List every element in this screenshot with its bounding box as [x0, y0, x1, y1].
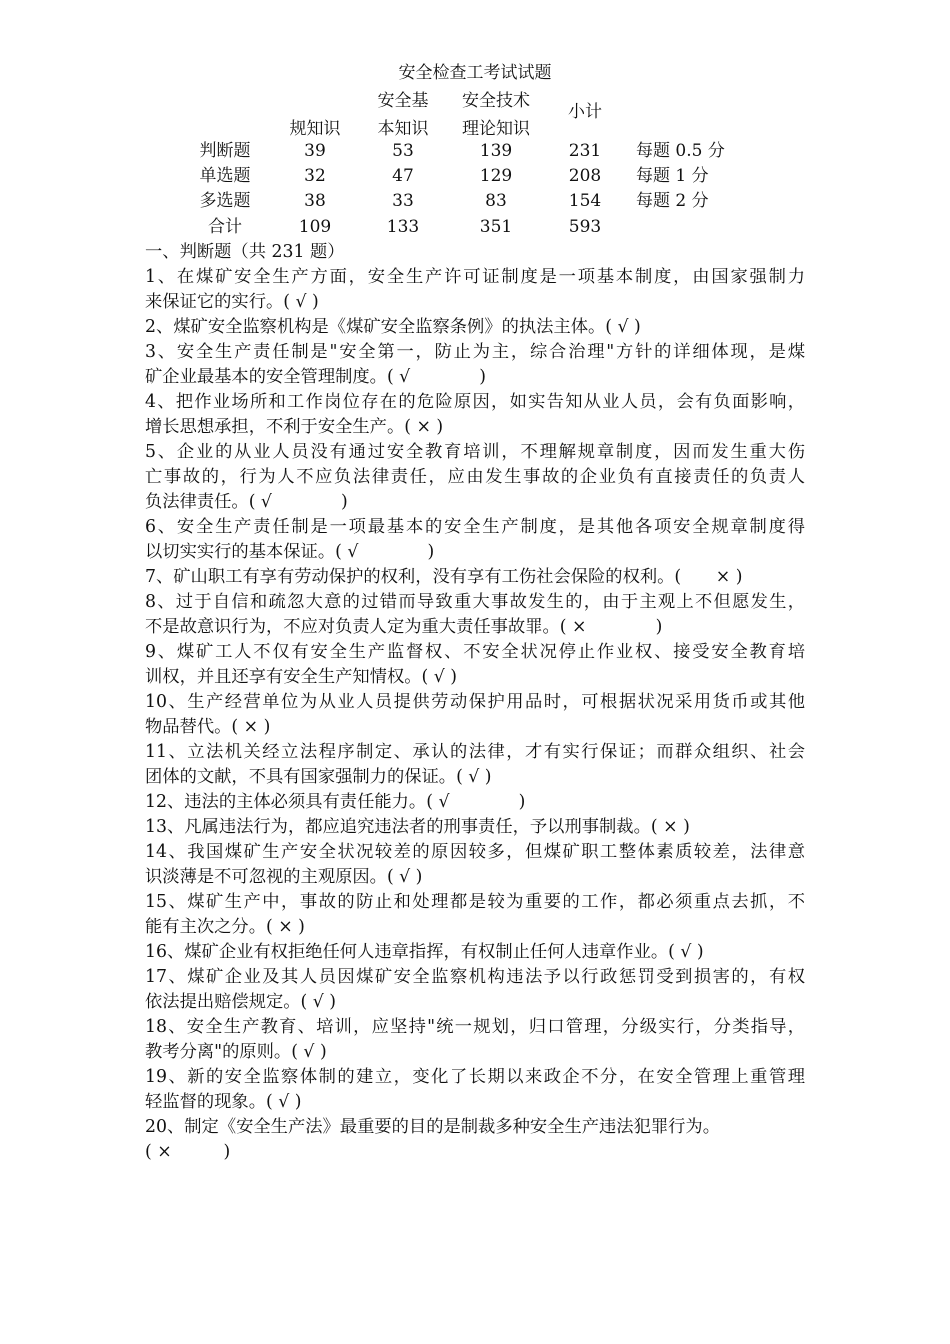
- text-line: 3、安全生产责任制是"安全第一，防止为主，综合治理"方针的详细体现，是煤: [145, 342, 805, 362]
- table-cell: 38: [304, 191, 326, 211]
- text-line: 增长思想承担，不利于安全生产。( × ): [145, 417, 444, 437]
- text-line: 轻监督的现象。( √ ): [145, 1092, 302, 1112]
- text-line: 11、立法机关经立法程序制定、承认的法律，才有实行保证；而群众组织、社会: [145, 742, 805, 762]
- table-cell: 133: [386, 217, 420, 237]
- table-header-cell: 安全技术: [462, 91, 530, 111]
- text-line: 5、企业的从业人员没有通过安全教育培训，不理解规章制度，因而发生重大伤: [145, 442, 805, 462]
- text-line: 依法提出赔偿规定。( √ ): [145, 992, 337, 1012]
- text-line: 14、我国煤矿生产安全状况较差的原因较多，但煤矿职工整体素质较差，法律意: [145, 842, 805, 862]
- text-line: 9、煤矿工人不仅有安全生产监督权、不安全状况停止作业权、接受安全教育培: [145, 642, 805, 662]
- text-line: ( × ): [145, 1142, 231, 1162]
- text-line: 12、违法的主体必须具有责任能力。( √ ): [145, 792, 526, 812]
- text-line: 训权，并且还享有安全生产知情权。( √ ): [145, 667, 457, 687]
- text-line: 矿企业最基本的安全管理制度。( √ ): [145, 367, 487, 387]
- table-row-label: 多选题: [199, 191, 251, 211]
- text-line: 识淡薄是不可忽视的主观原因。( √ ): [145, 867, 423, 887]
- text-line: 1、在煤矿安全生产方面，安全生产许可证制度是一项基本制度，由国家强制力: [145, 267, 805, 287]
- text-line: 2、煤矿安全监察机构是《煤矿安全监察条例》的执法主体。( √ ): [145, 317, 641, 337]
- text-line: 16、煤矿企业有权拒绝任何人违章指挥，有权制止任何人违章作业。( √ ): [145, 942, 704, 962]
- table-cell: 109: [298, 217, 332, 237]
- table-header-cell: 安全基: [377, 91, 429, 111]
- page-title: 安全检查工考试试题: [398, 63, 552, 83]
- text-line: 教考分离"的原则。( √ ): [145, 1042, 327, 1062]
- table-row-label: 单选题: [199, 166, 251, 186]
- text-line: 6、安全生产责任制是一项最基本的安全生产制度，是其他各项安全规章制度得: [145, 517, 805, 537]
- text-line: 19、新的安全监察体制的建立，变化了长期以来政企不分，在安全管理上重管理: [145, 1067, 805, 1087]
- text-line: 团体的文献，不具有国家强制力的保证。( √ ): [145, 767, 492, 787]
- text-line: 15、煤矿生产中，事故的防止和处理都是较为重要的工作，都必须重点去抓，不: [145, 892, 805, 912]
- text-line: 18、安全生产教育、培训，应坚持"统一规划，归口管理，分级实行，分类指导，: [145, 1017, 805, 1037]
- text-line: 4、把作业场所和工作岗位存在的危险原因，如实告知从业人员，会有负面影响，: [145, 392, 805, 412]
- table-header-cell: 小计: [568, 102, 602, 122]
- table-note: 每题 1 分: [636, 166, 709, 186]
- table-cell: 83: [485, 191, 507, 211]
- text-line: 以切实实行的基本保证。( √ ): [145, 542, 435, 562]
- text-line: 亡事故的，行为人不应负法律责任，应由发生事故的企业负有直接责任的负责人: [145, 467, 805, 487]
- table-cell: 593: [568, 217, 602, 237]
- text-line: 物品替代。( × ): [145, 717, 271, 737]
- table-header-cell: 理论知识: [462, 119, 530, 139]
- table-cell: 154: [568, 191, 602, 211]
- table-cell: 208: [568, 166, 602, 186]
- text-line: 20、制定《安全生产法》最重要的目的是制裁多种安全生产违法犯罪行为。: [145, 1117, 720, 1137]
- text-line: 10、生产经营单位为从业人员提供劳动保护用品时，可根据状况采用货币或其他: [145, 692, 805, 712]
- table-cell: 53: [392, 141, 414, 161]
- text-line: 13、凡属违法行为，都应追究违法者的刑事责任，予以刑事制裁。( × ): [145, 817, 690, 837]
- table-cell: 139: [479, 141, 513, 161]
- table-note: 每题 0.5 分: [636, 141, 725, 161]
- section-heading: 一、判断题（共 231 题）: [145, 242, 345, 262]
- table-header-cell: 规知识: [289, 119, 341, 139]
- table-row-label: 合计: [208, 217, 242, 237]
- text-line: 17、煤矿企业及其人员因煤矿安全监察机构违法予以行政惩罚受到损害的，有权: [145, 967, 805, 987]
- table-cell: 39: [304, 141, 326, 161]
- text-line: 7、矿山职工有享有劳动保护的权利，没有享有工伤社会保险的权利。( × ): [145, 567, 743, 587]
- question-list: [145, 240, 805, 1165]
- text-line: 8、过于自信和疏忽大意的过错而导致重大事故发生的，由于主观上不但愿发生，: [145, 592, 805, 612]
- text-line: 来保证它的实行。( √ ): [145, 292, 319, 312]
- table-header-cell: 本知识: [377, 119, 429, 139]
- table-cell: 351: [479, 217, 513, 237]
- table-cell: 32: [304, 166, 326, 186]
- table-cell: 47: [392, 166, 414, 186]
- text-line: 能有主次之分。( × ): [145, 917, 305, 937]
- table-cell: 231: [568, 141, 602, 161]
- text-line: 不是故意识行为，不应对负责人定为重大责任事故罪。( × ): [145, 617, 663, 637]
- table-cell: 129: [479, 166, 513, 186]
- table-row-label: 判断题: [199, 141, 251, 161]
- table-cell: 33: [392, 191, 414, 211]
- table-note: 每题 2 分: [636, 191, 709, 211]
- text-line: 负法律责任。( √ ): [145, 492, 348, 512]
